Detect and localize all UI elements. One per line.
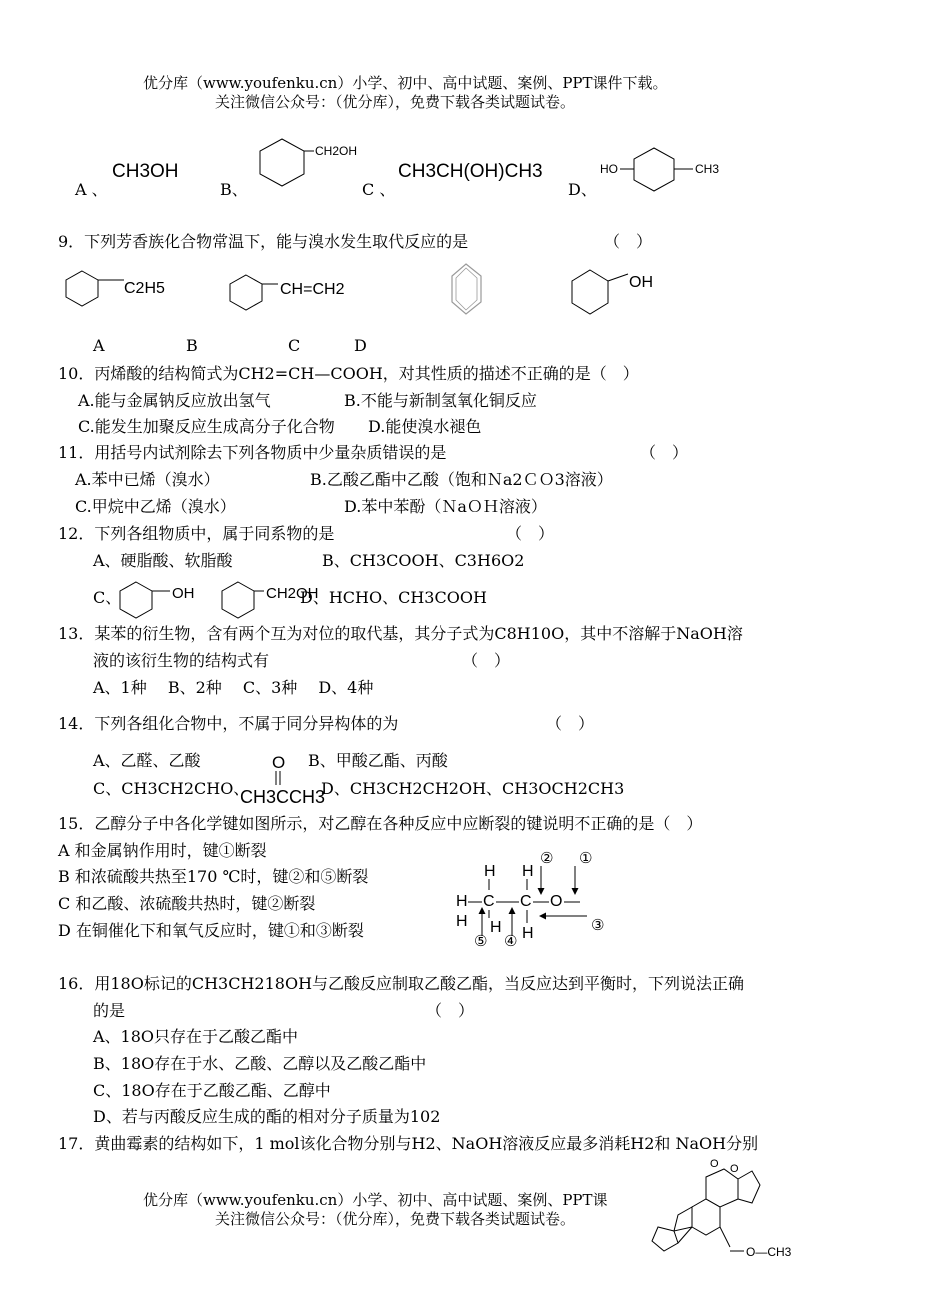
- p-cresol-structure: [598, 143, 728, 189]
- styrene-structure: [226, 271, 366, 311]
- q16-option-b: B、18O存在于水、乙酸、乙醇以及乙酸乙酯中: [93, 1054, 427, 1073]
- q13-line-1: 13．某苯的衍生物，含有两个互为对位的取代基，其分子式为C8H10O，其中不溶解于NaOH溶: [58, 624, 743, 643]
- q9-blank: （ ）: [604, 232, 653, 251]
- aflatoxin-o-2: O: [730, 1163, 739, 1175]
- q12-option-d: D、HCHO、CH3COOH: [300, 588, 487, 607]
- q14-acetone-formula: CH3CCH3: [240, 787, 326, 807]
- q16-option-d: D、若与丙酸反应生成的酯的相对分子质量为102: [93, 1107, 441, 1126]
- q8-d-ho: HO: [600, 162, 618, 176]
- q16-line-1: 16．用18O标记的CH3CH218OH与乙酸反应制取乙酸乙酯，当反应达到平衡时，下列说法正确: [58, 974, 745, 993]
- svg-text:H: H: [490, 919, 502, 936]
- q14-option-a: A、乙醛、乙酸: [93, 751, 201, 770]
- q13-blank: （ ）: [462, 651, 511, 670]
- q14-text: 14．下列各组化合物中，不属于同分异构体的为: [58, 714, 399, 733]
- q11-text: 11．用括号内试剂除去下列各物质中少量杂质错误的是: [58, 443, 447, 462]
- q12-option-b: B、CH3COOH、C3H6O2: [322, 551, 525, 570]
- q16-blank: （ ）: [426, 1001, 475, 1020]
- q15-option-a: A 和金属钠作用时，键①断裂: [58, 841, 267, 860]
- footer-line-2: 关注微信公众号：（优分库），免费下载各类试题试卷。: [215, 1210, 576, 1228]
- aflatoxin-o-1: O: [710, 1158, 719, 1170]
- ethylbenzene-structure: [62, 267, 172, 307]
- q14-option-b: B、甲酸乙酯、丙酸: [308, 751, 448, 770]
- q9-label-b: B: [186, 336, 198, 355]
- ethanol-bond-diagram: [452, 846, 622, 954]
- q15-option-c: C 和乙酸、浓硫酸共热时，键②断裂: [58, 894, 316, 913]
- q14-option-d: D、CH3CH2CH2OH、CH3OCH2CH3: [321, 779, 625, 798]
- svg-text:H: H: [456, 913, 468, 930]
- q15-option-d: D 在铜催化下和氧气反应时，键①和③断裂: [58, 921, 364, 940]
- q8-option-c-formula: CH3CH(OH)CH3: [398, 161, 543, 182]
- q8-b-substituent: CH2OH: [315, 144, 358, 158]
- q15-text: 15．乙醇分子中各化学键如图所示，对乙醇在各种反应中应断裂的键说明不正确的是（ ）: [58, 814, 703, 833]
- aflatoxin-methoxy: O—CH3: [746, 1245, 792, 1259]
- q9-label-c: C: [288, 336, 301, 355]
- bond-3-label: ③: [591, 917, 605, 934]
- q15-option-b: B 和浓硫酸共热至170 ℃时，键②和⑤断裂: [58, 867, 369, 886]
- acetone-structure: [236, 752, 326, 808]
- q8-option-d-label: D、: [568, 180, 597, 199]
- phenol-structure: [568, 264, 668, 318]
- q10-option-d: D.能使溴水褪色: [368, 417, 482, 436]
- q12-c-oh: OH: [172, 585, 195, 602]
- q16-option-a: A、18O只存在于乙酸乙酯中: [93, 1027, 299, 1046]
- q9-label-d: D: [354, 336, 367, 355]
- bond-4-label: ④: [504, 933, 518, 950]
- bond-1-label: ①: [579, 850, 593, 867]
- aflatoxin-structure: [648, 1155, 792, 1270]
- svg-text:H: H: [456, 893, 468, 910]
- q11-option-a: A.苯中已烯（溴水）: [75, 470, 220, 489]
- q8-option-a-label: A 、: [75, 180, 108, 199]
- q12-phenol-structure: [118, 578, 208, 622]
- q11-option-b: B.乙酸乙酯中乙酸（饱和Ｎa2ＣＯ3溶液）: [310, 470, 613, 489]
- q10-option-c: C.能发生加聚反应生成高分子化合物: [78, 417, 335, 436]
- q10-option-a: A.能与金属钠反应放出氢气: [78, 391, 271, 410]
- q11-option-c: C.甲烷中乙烯（溴水）: [75, 497, 236, 516]
- q8-option-a-formula: CH3OH: [112, 161, 179, 182]
- q11-option-d: D.苯中苯酚（ＮaＯＨ溶液）: [344, 497, 547, 516]
- q12-c-ch2oh: CH2OH: [266, 585, 319, 602]
- benzene-structure: [450, 262, 484, 318]
- q9-d-substituent: OH: [629, 274, 653, 291]
- q14-option-c: C、CH3CH2CHO、: [93, 779, 250, 798]
- q14-acetone-o: O: [272, 753, 286, 772]
- svg-text:H: H: [522, 863, 534, 880]
- q9-label-a: A: [93, 336, 105, 355]
- q10-text: 10．丙烯酸的结构简式为CH2=CH—COOH，对其性质的描述不正确的是（ ）: [58, 364, 639, 383]
- svg-text:O: O: [550, 893, 563, 910]
- q9-b-substituent: CH=CH2: [280, 281, 345, 298]
- q12-text: 12．下列各组物质中，属于同系物的是: [58, 524, 335, 543]
- header-line-1: 优分库（www.youfenku.cn）小学、初中、高中试题、案例、PPT课件下载。: [143, 74, 668, 92]
- q17-text: 17．黄曲霉素的结构如下，1 mol该化合物分别与H2、NaOH溶液反应最多消耗H2和 NaOH分别: [58, 1134, 759, 1153]
- q8-option-c-label: C 、: [362, 180, 396, 199]
- q12-blank: （ ）: [506, 524, 555, 543]
- q13-line-2: 液的该衍生物的结构式有: [93, 651, 270, 670]
- bond-5-label: ⑤: [474, 933, 488, 950]
- q12-option-c-label: C、: [93, 588, 122, 607]
- benzyl-alcohol-structure: [252, 136, 362, 190]
- bond-2-label: ②: [540, 850, 554, 867]
- q9-text: 9．下列芳香族化合物常温下，能与溴水发生取代反应的是: [58, 232, 469, 251]
- svg-text:H: H: [484, 863, 496, 880]
- q10-option-b: B.不能与新制氢氧化铜反应: [344, 391, 537, 410]
- q8-d-ch3: CH3: [695, 162, 720, 176]
- q13-options: A、1种 B、2种 C、3种 D、4种: [93, 678, 374, 697]
- header-line-2: 关注微信公众号：（优分库），免费下载各类试题试卷。: [215, 93, 576, 111]
- q12-option-a: A、硬脂酸、软脂酸: [93, 551, 233, 570]
- svg-text:H: H: [522, 925, 534, 942]
- q8-option-b-label: B、: [220, 180, 248, 199]
- footer-line-1: 优分库（www.youfenku.cn）小学、初中、高中试题、案例、PPT课: [143, 1191, 608, 1209]
- svg-text:C: C: [520, 893, 532, 910]
- q14-blank: （ ）: [546, 714, 595, 733]
- svg-text:C: C: [483, 893, 495, 910]
- q16-line-2: 的是: [93, 1001, 126, 1020]
- q16-option-c: C、18O存在于乙酸乙酯、乙醇中: [93, 1081, 331, 1100]
- q9-a-substituent: C2H5: [124, 280, 165, 297]
- q11-blank: （ ）: [640, 443, 689, 462]
